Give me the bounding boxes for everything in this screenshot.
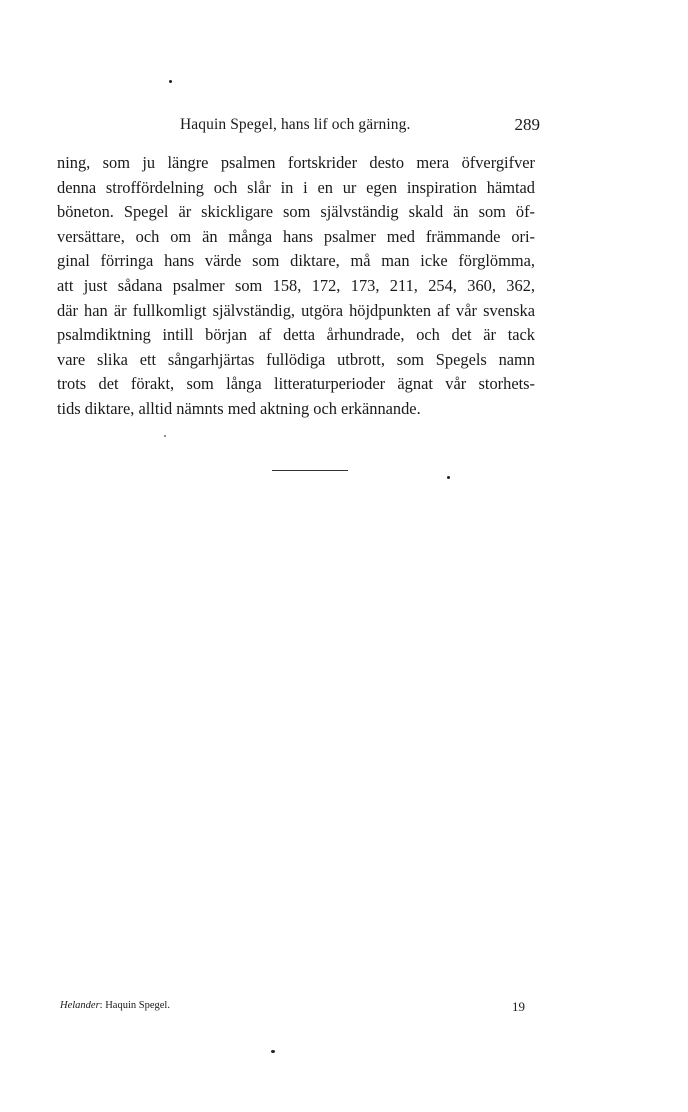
text-line: ning, som ju längre psalmen fortskrider desto mera öfvergifver [57,153,535,172]
body-paragraph [57,151,535,422]
signature-mark: 19 [512,999,525,1014]
text-line: att just sådana psalmer som 158, 172, 173, 211, 254, 360, 362, [57,275,535,295]
page-header [180,116,540,138]
scan-speck [271,1050,275,1053]
text-line: trots det förakt, som långa litteraturperioder ägnat vår storhets- [57,374,535,394]
text-line: ginal förringa hans värde som diktare, må man icke förglömma, [57,251,535,271]
footer-signature [60,1000,170,1011]
footer-title: Haquin Spegel. [105,1000,170,1011]
running-head: Haquin Spegel, hans lif och gärning. [180,116,411,133]
scan-speck [169,80,172,83]
text-line: denna stroffördelning och slår in i en ur egen inspiration hämtad [57,177,535,197]
text-line: versättare, och om än många hans psalmer med främmande ori- [57,226,535,246]
text-line: böneton. Spegel är skickligare som självständig skald än som öf- [57,202,535,222]
scan-speck [447,476,450,479]
scan-speck [164,435,166,437]
text-line: där han är fullkomligt självständig, utgöra höjdpunkten af vår svenska [57,300,535,320]
footer-author-separator: : [99,1000,106,1011]
text-line: tids diktare, alltid nämnts med aktning och erkännande. [57,398,421,418]
text-line: vare slika ett sångarhjärtas fullödiga utbrott, som Spegels namn [57,349,535,369]
section-divider [272,470,348,471]
footer-author: Helander [60,1000,100,1011]
page-footer [60,1000,525,1020]
page-number: 289 [514,115,540,134]
text-line: psalmdiktning intill början af detta århundrade, och det är tack [57,325,535,345]
